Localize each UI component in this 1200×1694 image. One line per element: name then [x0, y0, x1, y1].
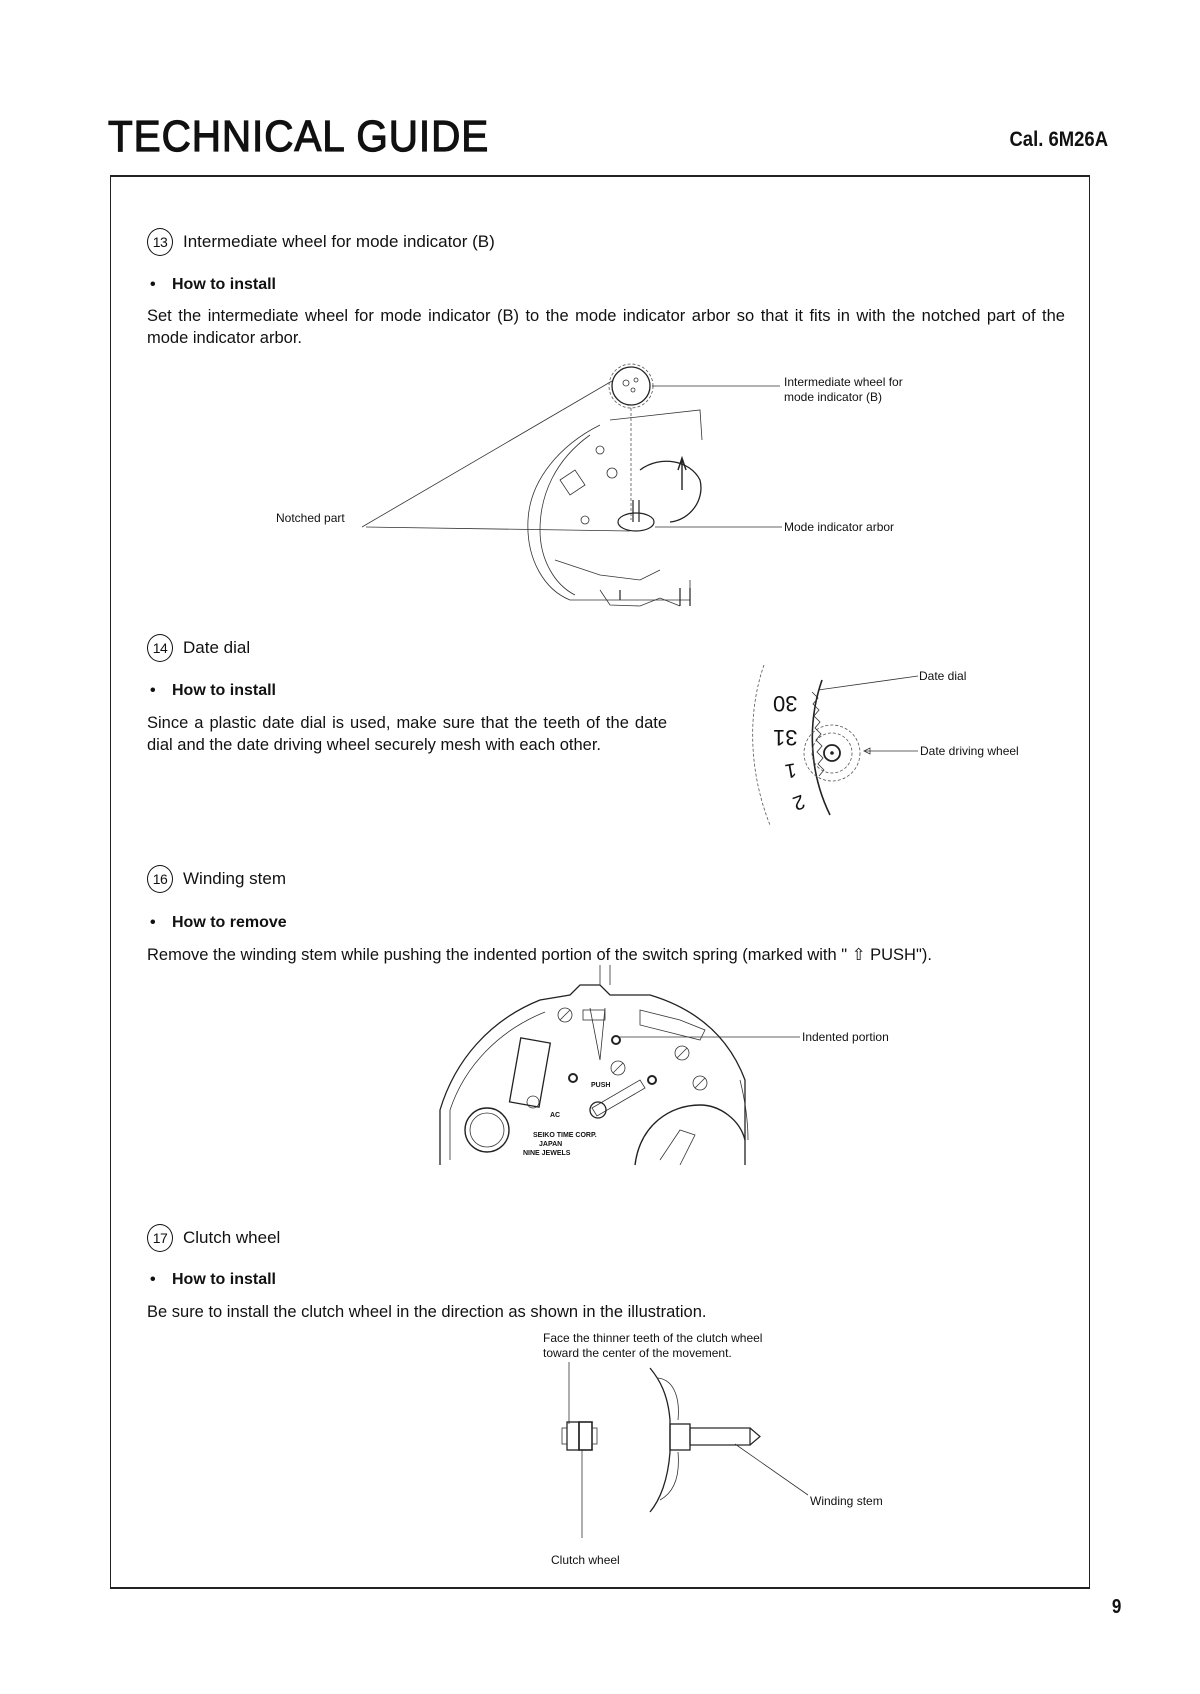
page-title: TECHNICAL GUIDE [108, 112, 490, 161]
bullet-icon: • [150, 1271, 156, 1288]
label-date-driving-wheel: Date driving wheel [920, 744, 1019, 758]
label-line: Intermediate wheel for [784, 375, 903, 389]
date-digit-2: 2 [789, 789, 808, 815]
section-number-badge: 13 [147, 228, 173, 256]
clutch-wheel-drawing [562, 1362, 597, 1538]
label-winding-stem: Winding stem [810, 1494, 883, 1508]
date-digit-31: 31 [773, 725, 798, 750]
bullet-icon: • [150, 682, 156, 699]
section-title: Clutch wheel [183, 1228, 281, 1247]
subheading-text: How to install [172, 682, 276, 699]
section-14-body: Since a plastic date dial is used, make sure that the teeth of the date dial and the date driving wheel securely mesh with each other. [147, 714, 667, 754]
section-number-badge: 17 [147, 1224, 173, 1252]
section-17-body: Be sure to install the clutch wheel in the direction as shown in the illustration. [147, 1303, 707, 1321]
label-notched-part: Notched part [276, 511, 345, 525]
date-digit-30: 30 [773, 691, 798, 716]
maker-line: SEIKO TIME CORP. [533, 1132, 597, 1139]
maker-line: NINE JEWELS [523, 1150, 571, 1157]
leader-winding-stem [735, 1444, 808, 1495]
section-title: Intermediate wheel for mode indicator (B) [183, 232, 495, 251]
label-date-dial: Date dial [919, 669, 967, 683]
subheading-text: How to install [172, 1271, 276, 1288]
label-indented-portion: Indented portion [802, 1030, 889, 1044]
ac-mark-text: AC [550, 1112, 561, 1119]
date-digit-1: 1 [783, 758, 799, 782]
winding-stem-drawing [650, 1368, 760, 1512]
maker-line: JAPAN [539, 1141, 563, 1148]
section-number-badge: 14 [147, 634, 173, 662]
label-clutch-wheel: Clutch wheel [551, 1553, 620, 1567]
section-title: Winding stem [183, 869, 286, 888]
label-line: mode indicator (B) [784, 390, 883, 404]
page-number: 9 [1111, 1596, 1122, 1618]
section-16-body: Remove the winding stem while pushing the indented portion of the switch spring (marked with " ⇧ PUSH"). [147, 946, 932, 964]
subheading-text: How to install [172, 276, 276, 293]
section-number-badge: 16 [147, 865, 173, 893]
bullet-icon: • [150, 914, 156, 931]
section-13-body: Set the intermediate wheel for mode indicator (B) to the mode indicator arbor so that it fits in with the notched part of the mode indicator arbor. [147, 307, 1065, 347]
label-line: toward the center of the movement. [543, 1346, 732, 1360]
push-mark-text: PUSH [591, 1082, 611, 1089]
bullet-icon: • [150, 276, 156, 293]
label-mode-indicator-arbor: Mode indicator arbor [784, 520, 895, 534]
subheading-text: How to remove [172, 914, 287, 931]
caliber-label: Cal. 6M26A [1009, 128, 1108, 151]
label-line: Face the thinner teeth of the clutch wheel [543, 1331, 763, 1345]
section-title: Date dial [183, 638, 251, 657]
